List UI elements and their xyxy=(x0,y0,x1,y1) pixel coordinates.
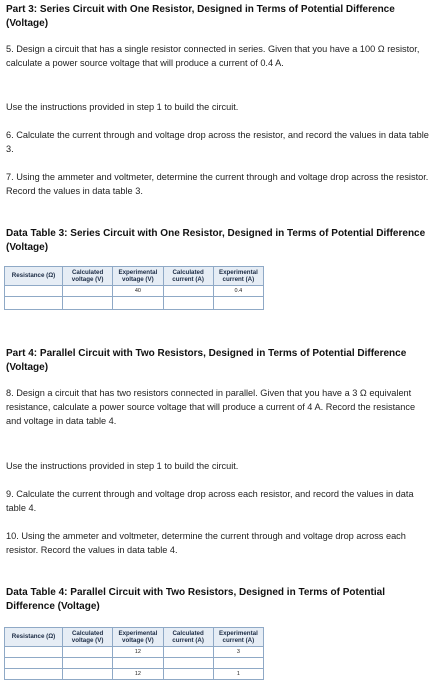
step5-text: 5. Design a circuit that has a single resistor connected in series. Given that you have a 100 Ω resistor, calculate a power source voltage that will produce a current of 0.4 A. xyxy=(6,44,420,68)
column-header: Calculated voltage (V) xyxy=(63,628,113,647)
table-header-row xyxy=(5,628,264,647)
table-cell[interactable] xyxy=(63,647,113,658)
data-table-4 xyxy=(4,627,264,680)
step10-text: 10. Using the ammeter and voltmeter, determine the current through and voltage drop across each resistor. Record the values in data table 4. xyxy=(6,531,406,555)
table-cell[interactable] xyxy=(213,297,263,310)
column-header: Experimental current (A) xyxy=(213,628,263,647)
table-cell[interactable]: 12 xyxy=(113,647,163,658)
column-header: Calculated current (A) xyxy=(163,267,213,286)
table-cell[interactable] xyxy=(213,658,263,669)
part4-heading: Part 4: Parallel Circuit with Two Resistors, Designed in Terms of Potential Difference (Voltage) xyxy=(6,348,407,373)
table-cell[interactable] xyxy=(5,286,63,297)
column-header: Experimental voltage (V) xyxy=(113,267,163,286)
table-cell[interactable] xyxy=(163,658,213,669)
table-cell[interactable] xyxy=(163,297,213,310)
part3-heading: Part 3: Series Circuit with One Resistor, Designed in Terms of Potential Difference (Voltage) xyxy=(6,4,395,29)
column-header: Calculated current (A) xyxy=(163,628,213,647)
table-cell[interactable] xyxy=(163,286,213,297)
table-cell[interactable] xyxy=(5,297,63,310)
step6-text: 6. Calculate the current through and voltage drop across the resistor, and record the values in data table 3. xyxy=(6,130,429,154)
data-table-3 xyxy=(4,266,264,310)
table-cell[interactable] xyxy=(63,658,113,669)
column-header: Experimental voltage (V) xyxy=(113,628,163,647)
table-cell[interactable]: 0.4 xyxy=(213,286,263,297)
step8-text: 8. Design a circuit that has two resistors connected in parallel. Given that you have a 3 Ω equivalent resistance, calculate a power source voltage that will produce a current of 4 A. Record the resistance and voltage in data table 4. xyxy=(6,388,416,426)
step9-text: 9. Calculate the current through and voltage drop across each resistor, and record the values in data table 4. xyxy=(6,489,414,513)
table-cell[interactable]: 40 xyxy=(113,286,163,297)
table-row xyxy=(5,297,264,310)
table-cell[interactable] xyxy=(63,286,113,297)
table-row xyxy=(5,647,264,658)
table-cell[interactable]: 3 xyxy=(213,647,263,658)
table-row xyxy=(5,669,264,680)
table-cell[interactable]: 12 xyxy=(113,669,163,680)
table3-title: Data Table 3: Series Circuit with One Resistor, Designed in Terms of Potential Difference (Voltage) xyxy=(6,228,426,253)
column-header: Resistance (Ω) xyxy=(5,628,63,647)
table-cell[interactable] xyxy=(5,658,63,669)
table-cell[interactable]: 1 xyxy=(213,669,263,680)
table-cell[interactable] xyxy=(63,669,113,680)
part3-instruction-text: Use the instructions provided in step 1 to build the circuit. xyxy=(6,102,239,112)
table-cell[interactable] xyxy=(5,647,63,658)
table-cell[interactable] xyxy=(113,297,163,310)
column-header: Resistance (Ω) xyxy=(5,267,63,286)
column-header: Experimental current (A) xyxy=(213,267,263,286)
table-cell[interactable] xyxy=(63,297,113,310)
table-cell[interactable] xyxy=(163,669,213,680)
table-cell[interactable] xyxy=(163,647,213,658)
table-cell[interactable] xyxy=(113,658,163,669)
table-cell[interactable] xyxy=(5,669,63,680)
table-header-row xyxy=(5,267,264,286)
table4-title: Data Table 4: Parallel Circuit with Two Resistors, Designed in Terms of Potential Difference (Voltage) xyxy=(6,587,385,612)
column-header: Calculated voltage (V) xyxy=(63,267,113,286)
step7-text: 7. Using the ammeter and voltmeter, determine the current through and voltage drop across the resistor. Record the values in data table 3. xyxy=(6,172,429,196)
table-row xyxy=(5,658,264,669)
part4-instruction-text: Use the instructions provided in step 1 to build the circuit. xyxy=(6,461,239,471)
table-row xyxy=(5,286,264,297)
